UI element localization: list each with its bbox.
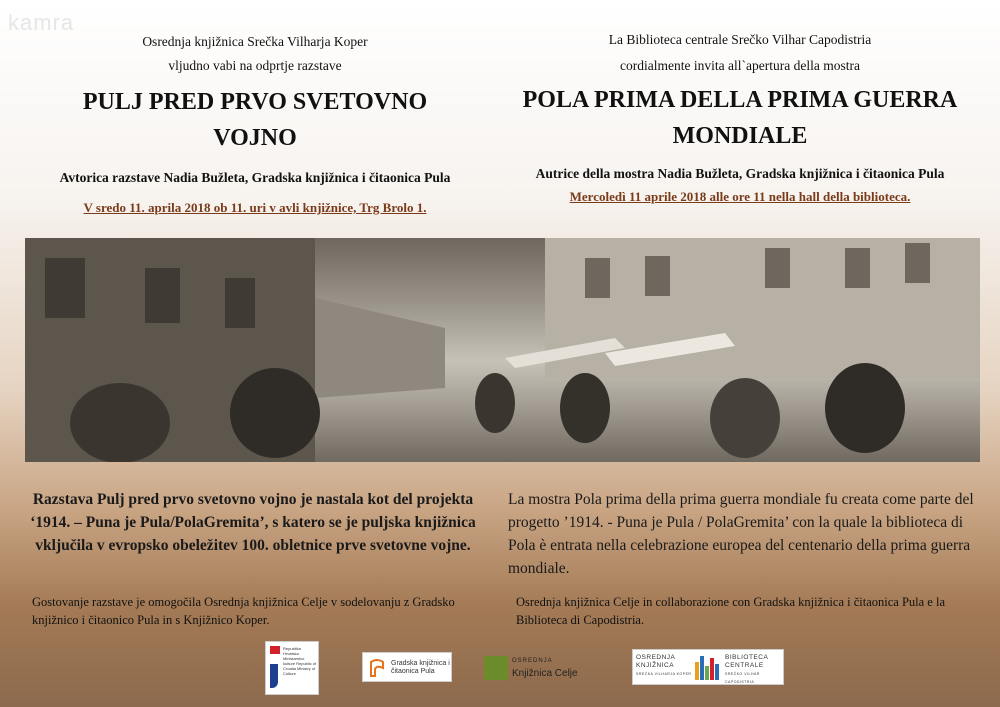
koper-library-logo: [632, 649, 784, 685]
koper-left-line-3: SREČKA VILHARJA KOPER: [636, 672, 692, 676]
ministry-logo-text: Republika Hrvatska Ministarstvo kulture Republic of Croatia Ministry of Culture: [283, 646, 317, 676]
street-scene-illustration: [25, 238, 980, 462]
koper-right-line-2: CENTRALE: [725, 662, 764, 669]
historical-street-photo: [25, 238, 980, 462]
koper-right-line-3: SREČKO VILHAR CAPODISTRIA: [725, 672, 760, 684]
koper-left-line-1: OSREDNJA: [636, 654, 676, 661]
it-author-line: Autrice della mostra Nadia Bužleta, Gradska knjižnica i čitaonica Pula: [535, 166, 945, 181]
sl-body-text: Razstava Pulj pred prvo svetovno vojno je nastala kot del projekta ‘1914. – Puna je Pula/PolaGremita’, s katero se je puljska knjižnica vključila v evropsko obeležitev 100. obletnice prve svetovne vojne.: [30, 491, 476, 554]
it-intro-line-1: La Biblioteca centrale Srečko Vilhar Capodistria: [608, 32, 872, 47]
ministry-bar-icon: [270, 664, 278, 688]
it-note-text: Osrednja knjižnica Celje in collaborazione con Gradska knjižnica i čitaonica Pula e la Biblioteca di Capodistria.: [516, 595, 945, 627]
sl-intro-line-2: vljudno vabi na odprtje razstave: [168, 58, 342, 73]
it-intro-line-2: cordialmente invita all`apertura della mostra: [620, 58, 860, 73]
slovenian-header: [20, 32, 490, 216]
koper-right-line-1: BIBLIOTECA: [725, 654, 769, 661]
celje-logo-name: Knjižnica Celje: [512, 668, 578, 679]
pula-library-icon: [367, 656, 389, 680]
croatian-ministry-logo: [265, 641, 319, 695]
sl-exhibition-title: PULJ PRED PRVO SVETOVNO VOJNO: [82, 89, 428, 151]
sl-intro-line-1: Osrednja knjižnica Srečka Vilharja Koper: [142, 34, 368, 49]
sl-author-line: Avtorica razstave Nadia Bužleta, Gradska knjižnica i čitaonica Pula: [59, 170, 451, 185]
celje-logo-top: OSREDNJA: [512, 658, 553, 664]
koper-bars-icon: [695, 654, 721, 680]
pula-library-logo-text: Gradska knjižnica i čitaonica Pula: [391, 660, 450, 675]
celje-library-logo: [484, 654, 580, 684]
italian-header: [505, 30, 975, 205]
kamra-watermark: kamra: [8, 10, 75, 35]
croatia-flag-icon: [270, 646, 280, 654]
sl-date-link[interactable]: V sredo 11. aprila 2018 ob 11. uri v avli knjižnice, Trg Brolo 1.: [83, 200, 427, 215]
it-body-text: La mostra Pola prima della prima guerra mondiale fu creata come parte del progetto ’1914. - Puna je Pula / PolaGremita’ con la quale la biblioteca di Pola è entrata nella celebrazione europea del centenario della prima guerra mondiale.: [508, 491, 974, 577]
koper-logo-left: [636, 654, 694, 678]
it-exhibition-title: POLA PRIMA DELLA PRIMA GUERRA MONDIALE: [522, 87, 958, 149]
it-date-link[interactable]: Mercoledì 11 aprile 2018 alle ore 11 nella hall della biblioteca.: [569, 189, 911, 204]
sl-note-text: Gostovanje razstave je omogočila Osrednja knjižnica Celje v sodelovanju z Gradsko knjižnico i čitaonico Pula in s Knjižnico Koper.: [32, 595, 455, 627]
pula-library-logo: [362, 652, 452, 682]
celje-books-icon: [484, 656, 508, 680]
koper-logo-right: [725, 654, 783, 686]
koper-left-line-2: KNJIŽNICA: [636, 662, 675, 669]
